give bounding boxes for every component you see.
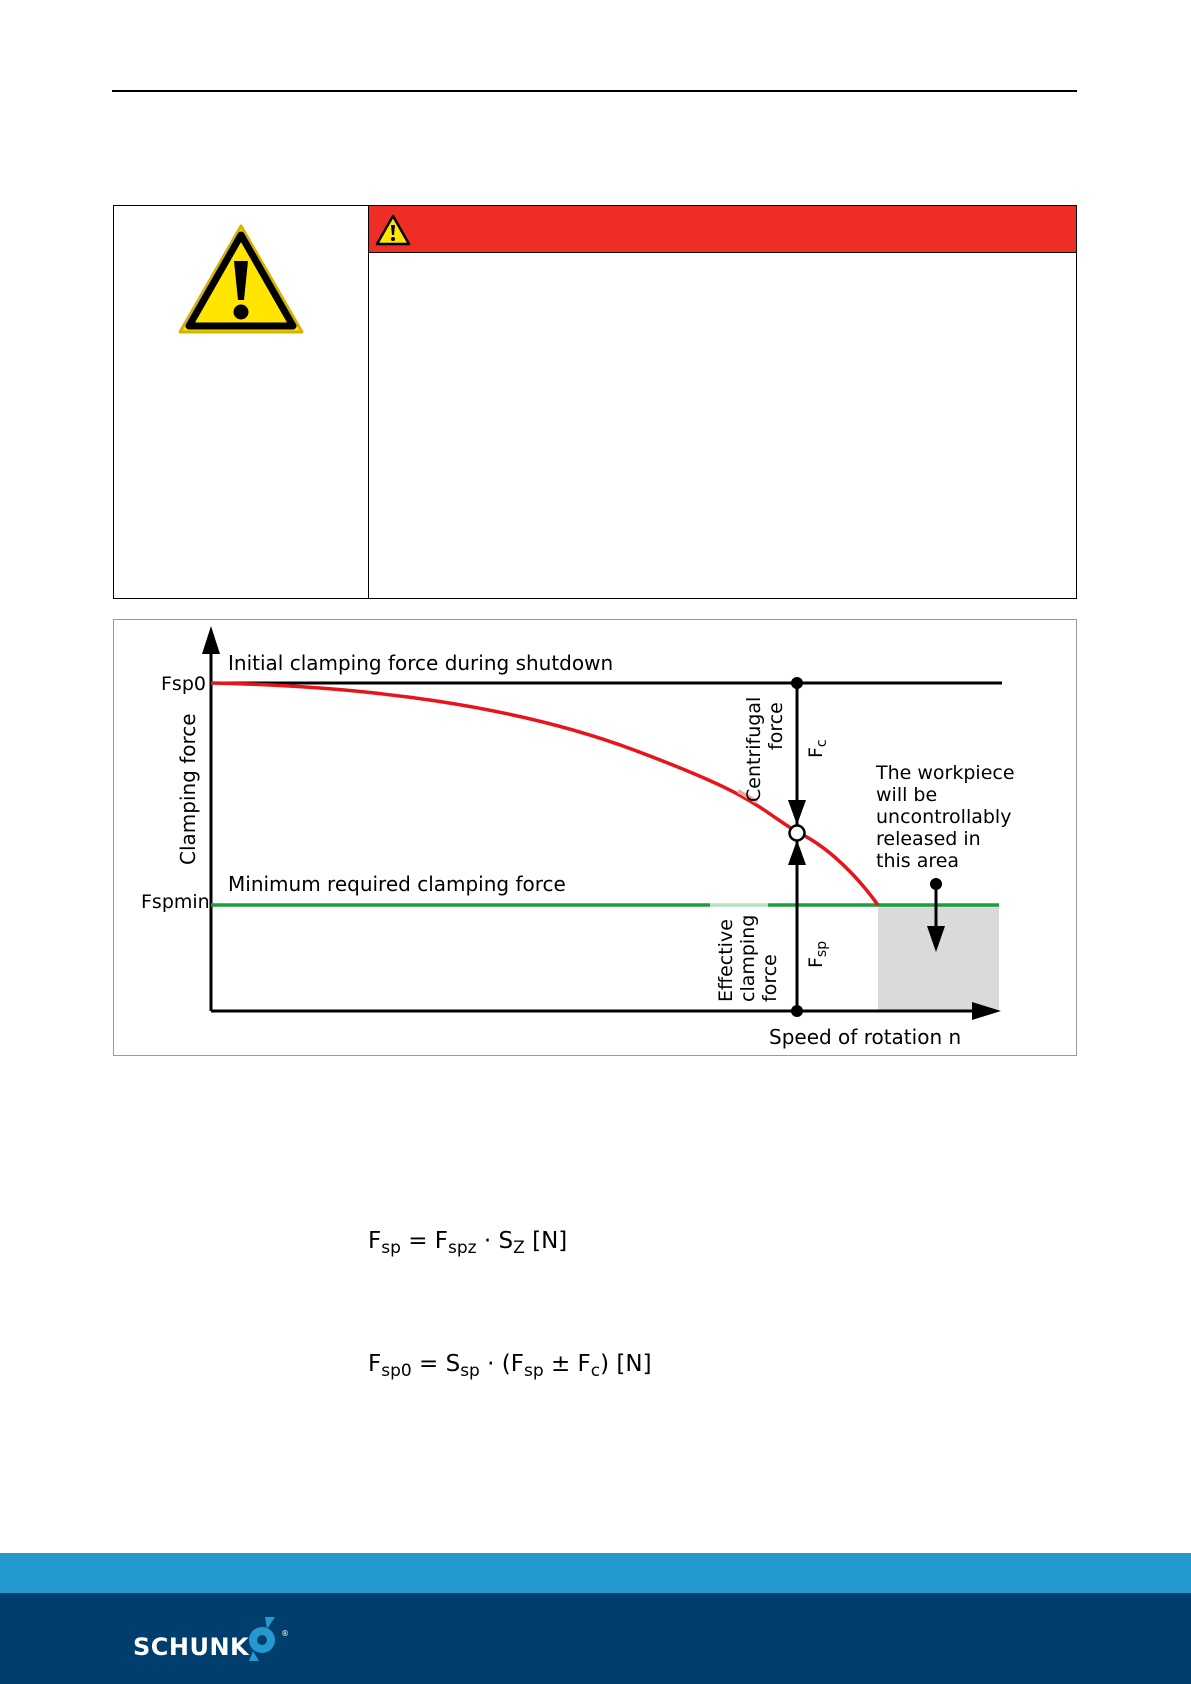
fsp-label <box>805 941 830 968</box>
centrifugal-label-2: force <box>765 702 787 750</box>
logo-mark-icon <box>245 1615 279 1663</box>
fc-symbol: F <box>805 747 827 758</box>
effective-label-2: clamping <box>737 914 759 1002</box>
y-axis-arrow <box>202 626 220 654</box>
centrifugal-label-1: Centrifugal <box>743 696 765 802</box>
warning-banner <box>369 206 1076 253</box>
top-point <box>791 677 803 689</box>
effective-label-1: Effective <box>715 919 737 1002</box>
bottom-point <box>791 1005 803 1017</box>
fc-subscript: c <box>814 739 830 748</box>
fsp-arrow <box>788 840 806 865</box>
x-axis-label: Speed of rotation n <box>769 1025 962 1049</box>
minimum-force-label: Minimum required clamping force <box>228 872 566 896</box>
y-axis-label: Clamping force <box>176 713 200 865</box>
warning-icon-cell <box>114 206 369 598</box>
formula-initial-clamping-force: $F_{sp0} = S_{sp} \cdot (F_{sp} \pm F_c)$ [N] <box>368 1351 652 1382</box>
release-label-2: will be <box>876 784 938 806</box>
release-label-5: this area <box>876 850 960 872</box>
fsp0-marker: Fsp0 <box>161 673 206 695</box>
release-area <box>878 905 999 1011</box>
fspmin-marker: Fspmin <box>141 891 210 913</box>
release-label-4: released in <box>876 828 981 850</box>
initial-force-label: Initial clamping force during shutdown <box>228 651 614 675</box>
small-warning-triangle-icon <box>375 214 411 246</box>
footer-band-light <box>0 1553 1191 1593</box>
release-label-1: The workpiece <box>876 762 1015 784</box>
logo-wordmark: SCHUNK <box>133 1633 250 1661</box>
clamping-force-chart <box>113 619 1077 1056</box>
fsp-subscript: sp <box>814 940 830 958</box>
logo-registered-mark: ® <box>281 1629 289 1638</box>
formula-clamping-force: $F_{sp} = F_{spz} \cdot S_Z$ [N] <box>368 1228 568 1259</box>
chart-svg <box>114 620 1078 1057</box>
fc-arrow <box>788 800 806 825</box>
intersection-point <box>790 826 805 841</box>
fc-label <box>805 739 830 758</box>
effective-label-3: force <box>759 954 781 1002</box>
release-label-3: uncontrollably <box>876 806 1012 828</box>
header-rule <box>112 90 1077 92</box>
fsp-symbol: F <box>805 957 827 968</box>
warning-box <box>113 205 1077 599</box>
warning-triangle-icon <box>176 222 306 338</box>
